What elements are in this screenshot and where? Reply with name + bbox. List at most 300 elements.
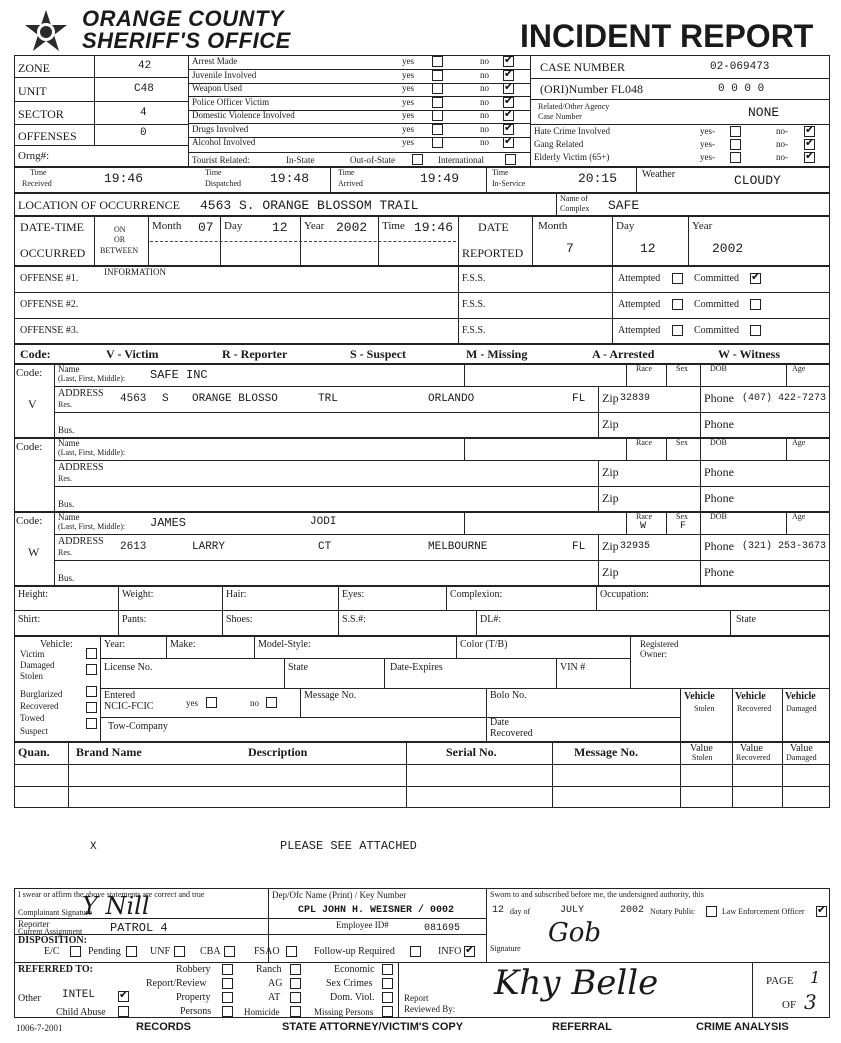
time-arrived-label-1: Time (338, 168, 355, 177)
person-name-col-divider (464, 438, 465, 460)
right-flag-no-label: no- (776, 152, 788, 162)
flag-yes-checkbox[interactable] (432, 83, 443, 94)
person-phone: (321) 253-3673 (742, 541, 827, 552)
person-phone-divider (700, 534, 701, 586)
person-addr-num: 4563 (120, 393, 147, 405)
swear-text: I swear or affirm the above statements are correct and true (18, 890, 205, 899)
flag-no-checkbox[interactable] (503, 137, 514, 148)
notary-signature: Gob (548, 918, 602, 948)
person-zip-label: Zip (602, 465, 619, 479)
occurred-month-label: Month (152, 220, 182, 232)
flag-label: Juvenile Involved (192, 69, 257, 80)
person-code-divider (54, 438, 55, 512)
flag-no-checkbox[interactable] (503, 124, 514, 135)
person-last-name: SAFE INC (150, 368, 208, 382)
person-bus-zip-label: Zip (602, 417, 619, 431)
notary-label: Notary Public (650, 907, 695, 916)
person-res-label: Res. (58, 474, 72, 483)
person-addr-type: TRL (318, 393, 338, 405)
flag-no-checkbox[interactable] (503, 83, 514, 94)
vehicle-burglarized-checkbox[interactable] (86, 686, 97, 697)
signature-label: Signature (490, 944, 521, 953)
vehicle-towed-checkbox[interactable] (86, 718, 97, 729)
occurred-on: ON (114, 225, 126, 234)
tourist-international: International (438, 155, 484, 165)
international-checkbox[interactable] (505, 154, 516, 165)
ref-persons-label: Persons (180, 1006, 212, 1017)
person-age-divider (786, 512, 787, 534)
person-res-divider (54, 560, 830, 561)
flag-yes-checkbox[interactable] (432, 137, 443, 148)
person-phone-divider (700, 386, 701, 438)
person-city: MELBOURNE (428, 541, 488, 553)
flag-no-checkbox[interactable] (503, 56, 514, 67)
person-dob-divider (700, 512, 701, 534)
person-dob-divider (700, 438, 701, 460)
vehicle-status-victim: Victim (20, 649, 45, 659)
right-flag-yes-checkbox[interactable] (730, 152, 741, 163)
disp-fsao-label: FSAO (254, 946, 280, 957)
person-name-label-1: Name (58, 438, 80, 448)
weather-label: Weather (642, 169, 676, 180)
weather-value: CLOUDY (734, 173, 781, 188)
person-res-divider (54, 412, 830, 413)
employee-id-label: Employee ID# (336, 920, 389, 930)
disp-info-label: INFO (438, 946, 462, 957)
reporter-label-1: Reporter (18, 919, 50, 929)
flag-yes-label: yes (402, 83, 414, 93)
time-inservice-label-2: In-Service (492, 179, 526, 188)
flag-no-checkbox[interactable] (503, 70, 514, 81)
person-zip-label: Zip (602, 391, 619, 405)
value-recovered-label-1: Value (740, 743, 763, 754)
report-title: INCIDENT REPORT (520, 18, 814, 54)
referred-label: REFERRED TO: (18, 964, 93, 975)
occurred-label-2: OCCURRED (20, 246, 86, 260)
person-address-label: ADDRESS (58, 462, 104, 473)
person-phone-divider (700, 460, 701, 512)
person-addr-dir: S (162, 393, 169, 405)
employee-id: 081695 (424, 923, 461, 934)
person-race-divider (626, 364, 627, 386)
reported-month-label: Month (538, 220, 568, 232)
tow-company-label: Tow-Company (108, 721, 168, 732)
dl-state-label: State (736, 614, 756, 625)
complex-label-2: Complex (560, 204, 590, 213)
ref-report-review-label: Report/Review (146, 978, 207, 989)
vehicle-stolen-label-2: Stolen (694, 704, 715, 713)
time-dispatched-value: 19:48 (270, 171, 310, 186)
person-phone-label: Phone (704, 539, 734, 553)
committed-checkbox[interactable] (750, 325, 761, 336)
of-label: OF (782, 999, 797, 1011)
ref-dom-viol-label: Dom. Viol. (330, 992, 375, 1003)
hair-label: Hair: (226, 589, 247, 600)
flag-no-label: no (480, 137, 489, 147)
reported-month: 7 (566, 241, 574, 256)
right-flag-yes-checkbox[interactable] (730, 139, 741, 150)
code-suspect: S - Suspect (350, 347, 407, 361)
shirt-label: Shirt: (18, 614, 41, 625)
fss-label: F.S.S. (462, 299, 486, 310)
person-code-label: Code: (16, 441, 43, 453)
dl-label: DL#: (480, 614, 502, 625)
person-dob-label: DOB (710, 438, 727, 447)
vehicle-make-label: Make: (170, 639, 196, 650)
committed-label: Committed (694, 273, 739, 284)
disp-followup-label: Follow-up Required (314, 946, 395, 957)
case-number-label: CASE NUMBER (540, 60, 626, 74)
reported-day: 12 (640, 241, 656, 256)
person-phone-label: Phone (704, 391, 734, 405)
occurred-time: 19:46 (414, 220, 454, 235)
offense-label: OFFENSE #3. (20, 325, 79, 336)
ref-dom-viol-checkbox[interactable] (382, 992, 393, 1003)
code-reporter: R - Reporter (222, 347, 288, 361)
person-res-label: Res. (58, 548, 72, 557)
time-inservice-value: 20:15 (578, 171, 618, 186)
property-quan-header: Quan. (18, 745, 50, 759)
person-code-divider (54, 512, 55, 586)
vehicle-recovered-checkbox[interactable] (86, 702, 97, 713)
reviewer-signature: Khy Belle (494, 963, 659, 1003)
vehicle-model-label: Model-Style: (258, 639, 311, 650)
person-last-name: JAMES (150, 516, 187, 530)
value-stolen-label-1: Value (690, 743, 713, 754)
entered-no-label: no (250, 698, 259, 708)
shoes-label: Shoes: (226, 614, 253, 625)
ref-child-abuse-checkbox[interactable] (118, 1006, 129, 1017)
offenses-label: OFFENSES (18, 129, 77, 143)
ssn-label: S.S.#: (342, 614, 366, 625)
copy-state-attorney: STATE ATTORNEY/VICTIM'S COPY (282, 1021, 464, 1033)
orng-label: Orng#: (18, 150, 50, 162)
person-age-label: Age (792, 364, 806, 373)
value-stolen-label-2: Stolen (692, 753, 713, 762)
person-age-divider (786, 364, 787, 386)
person-zip-divider (598, 460, 599, 512)
sworn-text: Sworn to and subscribed before me, the undersigned authority, this (490, 890, 704, 899)
report-reviewed-label-1: Report (404, 993, 429, 1003)
page-total: 3 (804, 990, 817, 1014)
person-name-divider (54, 386, 830, 387)
attempted-label: Attempted (618, 325, 661, 336)
ori-number-value: 0 0 0 0 (718, 83, 765, 95)
entered-no-checkbox[interactable] (266, 697, 277, 708)
offense-label: OFFENSE #2. (20, 299, 79, 310)
ref-missing-persons-checkbox[interactable] (382, 1006, 393, 1017)
ref-property-checkbox[interactable] (222, 992, 233, 1003)
out-state-checkbox[interactable] (412, 154, 423, 165)
ref-ranch-label: Ranch (256, 964, 282, 975)
ref-at-label: AT (268, 992, 281, 1003)
flag-no-checkbox[interactable] (503, 97, 514, 108)
person-name-col-divider (464, 364, 465, 386)
sheriff-star-icon (22, 8, 70, 56)
person-state: FL (572, 541, 586, 553)
flag-yes-label: yes (402, 110, 414, 120)
right-flag-no-label: no- (776, 126, 788, 136)
ref-homicide-label: Homicide (244, 1007, 280, 1017)
occurred-day-label: Day (224, 220, 243, 232)
reported-day-label: Day (616, 220, 635, 232)
person-bus-phone-label: Phone (704, 491, 734, 505)
ref-at-checkbox[interactable] (290, 992, 301, 1003)
ref-missing-persons-label: Missing Persons (314, 1007, 374, 1017)
flag-yes-checkbox[interactable] (432, 110, 443, 121)
disp-followup-checkbox[interactable] (410, 946, 421, 957)
complex-label-1: Name of (560, 194, 588, 203)
ref-child-abuse-label: Child Abuse (56, 1007, 106, 1018)
value-recovered-label-2: Recovered (736, 753, 771, 762)
person-bus-zip-label: Zip (602, 565, 619, 579)
attempted-label: Attempted (618, 273, 661, 284)
ref-property-label: Property (176, 992, 211, 1003)
report-reviewed-label-2: Reviewed By: (404, 1004, 456, 1014)
person-name-col-divider (464, 512, 465, 534)
flag-yes-checkbox[interactable] (432, 124, 443, 135)
vehicle-stolen-label-1: Vehicle (684, 691, 715, 702)
offenses-value: 0 (140, 127, 147, 139)
property-brand-header: Brand Name (76, 745, 142, 759)
time-received-value: 19:46 (104, 171, 144, 186)
person-age-label: Age (792, 438, 806, 447)
vehicle-status-towed: Towed (20, 713, 45, 723)
person-phone-label: Phone (704, 465, 734, 479)
disp-info-checkbox[interactable] (464, 946, 475, 957)
disp-ec-checkbox[interactable] (70, 946, 81, 957)
complainant-signature: Y Nill (82, 892, 150, 920)
narrative-text: PLEASE SEE ATTACHED (280, 839, 417, 853)
person-code-value: V (28, 397, 37, 411)
person-code-divider (54, 364, 55, 438)
vehicle-damaged-checkbox[interactable] (86, 664, 97, 675)
person-name-divider (54, 534, 830, 535)
ref-other-label: Other (18, 993, 41, 1004)
attempted-checkbox[interactable] (672, 273, 683, 284)
person-addr-street: LARRY (192, 541, 226, 553)
person-code-label: Code: (16, 367, 43, 379)
person-res-label: Res. (58, 400, 72, 409)
vehicle-status-stolen: Stolen (20, 671, 44, 681)
ref-economic-checkbox[interactable] (382, 964, 393, 975)
right-flag-no-label: no- (776, 139, 788, 149)
flag-no-checkbox[interactable] (503, 110, 514, 121)
ref-persons-checkbox[interactable] (222, 1006, 233, 1017)
date-recovered-label-1: Date (490, 717, 509, 728)
flag-label: Police Officer Victim (192, 96, 270, 107)
person-race-label: Race (636, 438, 652, 447)
person-zip-divider (598, 534, 599, 586)
right-flag-yes-checkbox[interactable] (730, 126, 741, 137)
reported-year: 2002 (712, 241, 744, 256)
code-missing: M - Missing (466, 347, 528, 361)
person-dob-label: DOB (710, 364, 727, 373)
case-number-value: 02-069473 (710, 61, 770, 73)
person-zip: 32935 (620, 541, 651, 552)
person-name-label-1: Name (58, 364, 80, 374)
right-flag-yes-label: yes- (700, 139, 715, 149)
person-dob-divider (700, 364, 701, 386)
disp-pending-checkbox[interactable] (126, 946, 137, 957)
sworn-year: 2002 (620, 905, 645, 916)
tourist-label: Tourist Related: (192, 155, 250, 165)
flag-no-label: no (480, 56, 489, 66)
agency-name-line2: SHERIFF'S OFFICE (82, 28, 291, 53)
sector-value: 4 (140, 107, 147, 119)
disp-pending-label: Pending (88, 946, 121, 957)
sector-label: SECTOR (18, 107, 64, 121)
right-flag-no-checkbox[interactable] (804, 152, 815, 163)
person-race-divider (626, 512, 627, 534)
flag-yes-label: yes (402, 96, 414, 107)
copy-referral: REFERRAL (552, 1021, 612, 1033)
ref-homicide-checkbox[interactable] (290, 1006, 301, 1017)
disp-cba-checkbox[interactable] (224, 946, 235, 957)
value-damaged-label-2: Damaged (786, 753, 817, 762)
person-bus-phone-label: Phone (704, 565, 734, 579)
entered-label-2: NCIC-FCIC (104, 701, 154, 712)
flag-label: Alcohol Involved (192, 137, 256, 147)
unit-value: C48 (134, 83, 154, 95)
flag-yes-checkbox[interactable] (432, 70, 443, 81)
person-bus-label: Bus. (58, 573, 75, 583)
ref-ranch-checkbox[interactable] (290, 964, 301, 975)
complex-value: SAFE (608, 198, 640, 213)
occurred-or: OR (114, 235, 126, 244)
disposition-label: DISPOSITION: (18, 935, 87, 946)
code-victim: V - Victim (106, 347, 159, 361)
ref-other-value: INTEL (62, 989, 96, 1001)
committed-checkbox[interactable] (750, 299, 761, 310)
date-recovered-label-2: Recovered (490, 728, 533, 739)
time-dispatched-label-2: Dispatched (205, 179, 241, 188)
zone-value: 42 (138, 60, 152, 72)
fss-label: F.S.S. (462, 325, 486, 336)
pants-label: Pants: (122, 614, 147, 625)
time-arrived-label-2: Arrived (338, 179, 363, 188)
ref-sex-crimes-checkbox[interactable] (382, 978, 393, 989)
weight-label: Weight: (122, 589, 154, 600)
ref-other-checkbox[interactable] (118, 991, 129, 1002)
entered-label-1: Entered (104, 690, 136, 701)
related-case-label-1: Related/Other Agency (538, 102, 610, 111)
person-sex-label: Sex (676, 364, 688, 373)
related-case-value: NONE (748, 105, 780, 120)
reporter-assignment: PATROL 4 (110, 921, 168, 935)
ref-robbery-label: Robbery (176, 964, 211, 975)
flag-label: Domestic Violence Involved (192, 110, 295, 120)
vehicle-recovered-label-1: Vehicle (735, 691, 766, 702)
offense-value: INFORMATION (104, 267, 167, 277)
entered-yes-checkbox[interactable] (206, 697, 217, 708)
value-damaged-label-1: Value (790, 743, 813, 754)
person-sex-label: Sex (676, 512, 688, 521)
attempted-checkbox[interactable] (672, 325, 683, 336)
person-dob-label: DOB (710, 512, 727, 521)
ref-report-review-checkbox[interactable] (222, 978, 233, 989)
person-sex-label: Sex (676, 438, 688, 447)
disp-unf-checkbox[interactable] (174, 946, 185, 957)
disp-fsao-checkbox[interactable] (286, 946, 297, 957)
eyes-label: Eyes: (342, 589, 365, 600)
flag-yes-checkbox[interactable] (432, 97, 443, 108)
flag-yes-checkbox[interactable] (432, 56, 443, 67)
code-legend-label: Code: (20, 347, 51, 361)
vehicle-year-label: Year: (104, 639, 126, 650)
time-received-label-1: Time (30, 168, 47, 177)
flag-yes-label: yes (402, 56, 414, 66)
top-block (14, 55, 830, 167)
person-race-divider (626, 438, 627, 460)
leo-label: Law Enforcement Officer (722, 907, 805, 916)
person-sex-divider (666, 512, 667, 534)
right-flag-label: Hate Crime Involved (534, 126, 610, 136)
person-bus-label: Bus. (58, 425, 75, 435)
complexion-label: Complexion: (450, 589, 503, 600)
person-address-label: ADDRESS (58, 536, 104, 547)
person-age-label: Age (792, 512, 806, 521)
bolo-label: Bolo No. (490, 690, 527, 701)
committed-checkbox[interactable] (750, 273, 761, 284)
occupation-label: Occupation: (600, 589, 649, 600)
vehicle-color-label: Color (T/B) (460, 639, 508, 650)
person-code-label: Code: (16, 515, 43, 527)
agency-name-line1: ORANGE COUNTY (82, 6, 285, 31)
occurred-time-label: Time (382, 220, 405, 232)
ref-robbery-checkbox[interactable] (222, 964, 233, 975)
flag-yes-label: yes (402, 137, 414, 147)
person-addr-street: ORANGE BLOSSO (192, 393, 278, 405)
person-addr-num: 2613 (120, 541, 147, 553)
vehicle-status-suspect: Suspect (20, 726, 48, 736)
vehicle-message-label: Message No. (304, 690, 357, 701)
vehicle-status-recovered: Recovered (20, 701, 59, 711)
vehicle-status-burglarized: Burglarized (20, 689, 63, 699)
leo-checkbox[interactable] (816, 906, 827, 917)
ref-ag-checkbox[interactable] (290, 978, 301, 989)
flag-no-label: no (480, 123, 489, 134)
vehicle-status-damaged: Damaged (20, 660, 55, 670)
occurred-year-label: Year (304, 220, 325, 232)
ori-number-label: (ORI)Number FL048 (540, 82, 643, 96)
time-arrived-value: 19:49 (420, 171, 460, 186)
person-age-divider (786, 438, 787, 460)
time-inservice-label-1: Time (492, 168, 509, 177)
vehicle-victim-checkbox[interactable] (86, 648, 97, 659)
person-addr-type: CT (318, 541, 332, 553)
person-first-name: JODI (310, 516, 337, 528)
narrative-mark: X (90, 841, 97, 853)
person-phone: (407) 422-7273 (742, 393, 827, 404)
officer-name-label: Dep/Ofc Name (Print) / Key Number (272, 890, 407, 900)
person-race-label: Race (636, 512, 652, 521)
attempted-checkbox[interactable] (672, 299, 683, 310)
officer-name: CPL JOHN H. WEISNER / 0002 (298, 905, 455, 916)
attempted-label: Attempted (618, 299, 661, 310)
flag-label: Weapon Used (192, 83, 243, 93)
person-name-label-2: (Last, First, Middle): (58, 448, 126, 457)
vehicle-state-label: State (288, 662, 308, 673)
occurred-month: 07 (198, 220, 214, 235)
person-zip-divider (598, 386, 599, 438)
person-race-label: Race (636, 364, 652, 373)
person-res-divider (54, 486, 830, 487)
height-label: Height: (18, 589, 48, 600)
notary-checkbox[interactable] (706, 906, 717, 917)
ref-ag-label: AG (268, 978, 283, 989)
disp-unf-label: UNF (150, 946, 171, 957)
